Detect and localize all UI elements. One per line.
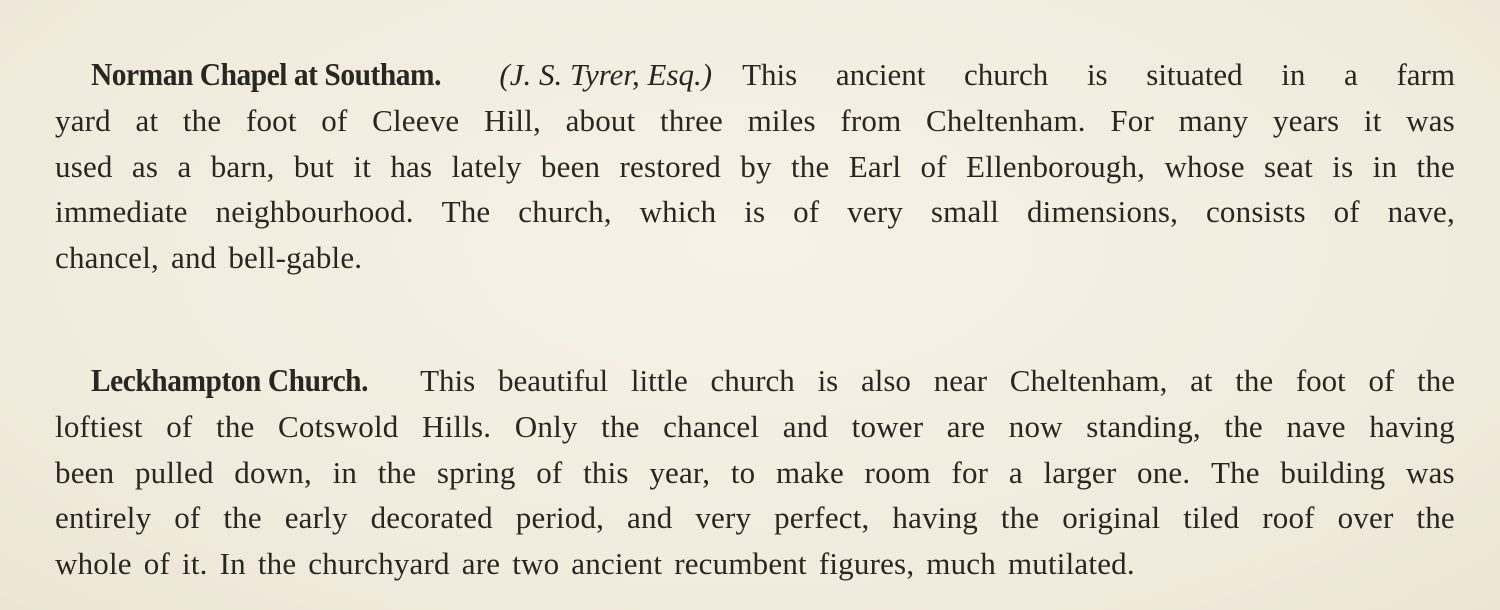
word: little	[630, 363, 688, 398]
word: now	[1008, 408, 1063, 444]
line-text	[742, 52, 1455, 98]
word: the	[601, 408, 640, 444]
word: original	[1062, 500, 1161, 536]
word: very	[695, 500, 752, 536]
word: two	[512, 546, 560, 582]
word: standing,	[1086, 408, 1201, 444]
word: is	[817, 363, 839, 398]
word: building	[1280, 454, 1386, 490]
word: for	[951, 454, 989, 490]
word: of	[536, 454, 563, 490]
word: decorated	[370, 500, 493, 536]
word: is	[744, 194, 766, 230]
entry-heading: Norman Chapel at Southam.	[91, 56, 441, 92]
word: the	[377, 454, 417, 490]
text-line	[55, 144, 1455, 190]
word: at	[1190, 363, 1213, 398]
word: also	[861, 363, 911, 398]
word: Only	[514, 408, 578, 444]
word: to	[730, 454, 756, 490]
text-line	[55, 358, 1455, 404]
word: has	[390, 148, 433, 184]
word: roof	[1262, 500, 1315, 536]
entry-heading: Leckhampton Church.	[91, 362, 368, 398]
word: Earl	[848, 148, 902, 184]
word: which	[639, 194, 717, 230]
word: it.	[182, 546, 208, 582]
word: lately	[451, 148, 522, 184]
word: been	[540, 148, 601, 184]
word: tiled	[1183, 500, 1240, 536]
word: years	[1272, 102, 1340, 138]
word: the	[257, 546, 297, 582]
line-text	[420, 358, 1455, 404]
word: This	[420, 363, 476, 398]
word: yard	[55, 102, 111, 138]
word: much	[926, 546, 996, 582]
word: having	[1369, 408, 1455, 444]
word: in	[332, 454, 358, 490]
word: of	[143, 546, 170, 582]
word: year,	[649, 454, 711, 490]
word: the	[1417, 363, 1455, 398]
word: about	[565, 102, 636, 138]
word: seat	[1263, 148, 1313, 184]
word: For	[1110, 102, 1155, 138]
word: the	[790, 148, 830, 184]
word: neighbourhood.	[215, 194, 414, 230]
word: whose	[1164, 148, 1245, 184]
text-line	[55, 52, 1455, 98]
word: the	[1000, 500, 1040, 536]
word: entirely	[55, 500, 152, 536]
word: recumbent	[674, 546, 807, 582]
word: at	[135, 102, 159, 138]
word: restored	[619, 148, 721, 184]
word: used	[55, 148, 113, 184]
text-line	[55, 98, 1455, 144]
word: spring	[436, 454, 516, 490]
word: in	[1372, 148, 1398, 184]
word: in	[1281, 57, 1306, 92]
word: Hills.	[422, 408, 492, 444]
word: of	[166, 408, 193, 444]
word: as	[131, 148, 159, 184]
word: this	[583, 454, 629, 490]
word: miles	[747, 102, 816, 138]
word: church,	[518, 194, 612, 230]
word: very	[847, 194, 904, 230]
word: a	[1008, 454, 1023, 490]
word: down,	[234, 454, 312, 490]
word: the	[1416, 148, 1455, 184]
word: from	[840, 102, 902, 138]
entry-leckhampton-church	[55, 358, 1455, 587]
word: three	[660, 102, 723, 138]
word: farm	[1396, 57, 1455, 92]
entry-norman-chapel	[55, 52, 1455, 281]
word: early	[284, 500, 348, 536]
word: small	[930, 194, 1000, 230]
word: beautiful	[497, 363, 609, 398]
word: having	[892, 500, 978, 536]
word: Ellenborough,	[966, 148, 1146, 184]
word: chancel,	[55, 240, 159, 276]
word: was	[1405, 454, 1455, 490]
word: and	[627, 500, 673, 536]
word: room	[864, 454, 931, 490]
word: consists	[1205, 194, 1306, 230]
word: situated	[1146, 57, 1243, 92]
word: of	[793, 194, 820, 230]
word: period,	[515, 500, 605, 536]
word: but	[293, 148, 335, 184]
word: of	[920, 148, 947, 184]
text-line	[55, 450, 1455, 496]
word: whole	[55, 546, 132, 582]
word: are	[461, 546, 501, 582]
word: it	[353, 148, 372, 184]
word: is	[1332, 148, 1354, 184]
word: one.	[1137, 454, 1191, 490]
text-line	[55, 404, 1455, 450]
word: ancient	[571, 546, 663, 582]
text-line	[55, 541, 1455, 587]
word: In	[219, 546, 246, 582]
word: many	[1178, 102, 1249, 138]
word: been	[55, 454, 115, 490]
word: The	[441, 194, 491, 230]
word: and	[782, 408, 829, 444]
word: dimensions,	[1026, 194, 1179, 230]
word: ancient	[835, 57, 926, 92]
word: it	[1363, 102, 1382, 138]
word: church	[963, 57, 1049, 92]
word: the	[1235, 363, 1274, 398]
word: church	[710, 363, 795, 398]
word: of	[1368, 363, 1395, 398]
word: make	[775, 454, 844, 490]
word: near	[933, 363, 988, 398]
word: of	[174, 500, 201, 536]
entry-credit: (J. S. Tyrer, Esq.)	[499, 57, 713, 92]
word: nave,	[1387, 194, 1455, 230]
word: is	[1086, 57, 1108, 92]
word: the	[1416, 500, 1455, 536]
word: Cheltenham.	[926, 102, 1086, 138]
word: the	[182, 102, 222, 138]
word: the	[216, 408, 255, 444]
word: nave	[1286, 408, 1346, 444]
word: mutilated.	[1007, 546, 1135, 582]
word: foot	[1295, 363, 1346, 398]
word: Hill,	[483, 102, 541, 138]
word: a	[1344, 57, 1358, 92]
word: churchyard	[308, 546, 450, 582]
word: figures,	[818, 546, 915, 582]
word: The	[1210, 454, 1260, 490]
word: Cleeve	[372, 102, 460, 138]
word: by	[740, 148, 772, 184]
word: pulled	[134, 454, 214, 490]
word: loftiest	[55, 408, 143, 444]
word: bell-gable.	[228, 240, 363, 276]
text-line	[55, 495, 1455, 541]
word: and	[171, 240, 217, 276]
word: a	[177, 148, 192, 184]
word: larger	[1043, 454, 1117, 490]
word: Cotswold	[278, 408, 399, 444]
word: the	[1224, 408, 1263, 444]
word: perfect,	[774, 500, 870, 536]
word: immediate	[55, 194, 188, 230]
word: was	[1406, 102, 1455, 138]
word: barn,	[210, 148, 275, 184]
word: the	[223, 500, 262, 536]
word: chancel	[663, 408, 760, 444]
word: foot	[245, 102, 297, 138]
word: of	[1333, 194, 1360, 230]
word: tower	[851, 408, 924, 444]
word: of	[321, 102, 348, 138]
word: over	[1337, 500, 1394, 536]
word: This	[742, 57, 798, 92]
text-line	[55, 235, 1455, 281]
word: Cheltenham,	[1009, 363, 1168, 398]
word: are	[946, 408, 986, 444]
text-line	[55, 189, 1455, 235]
